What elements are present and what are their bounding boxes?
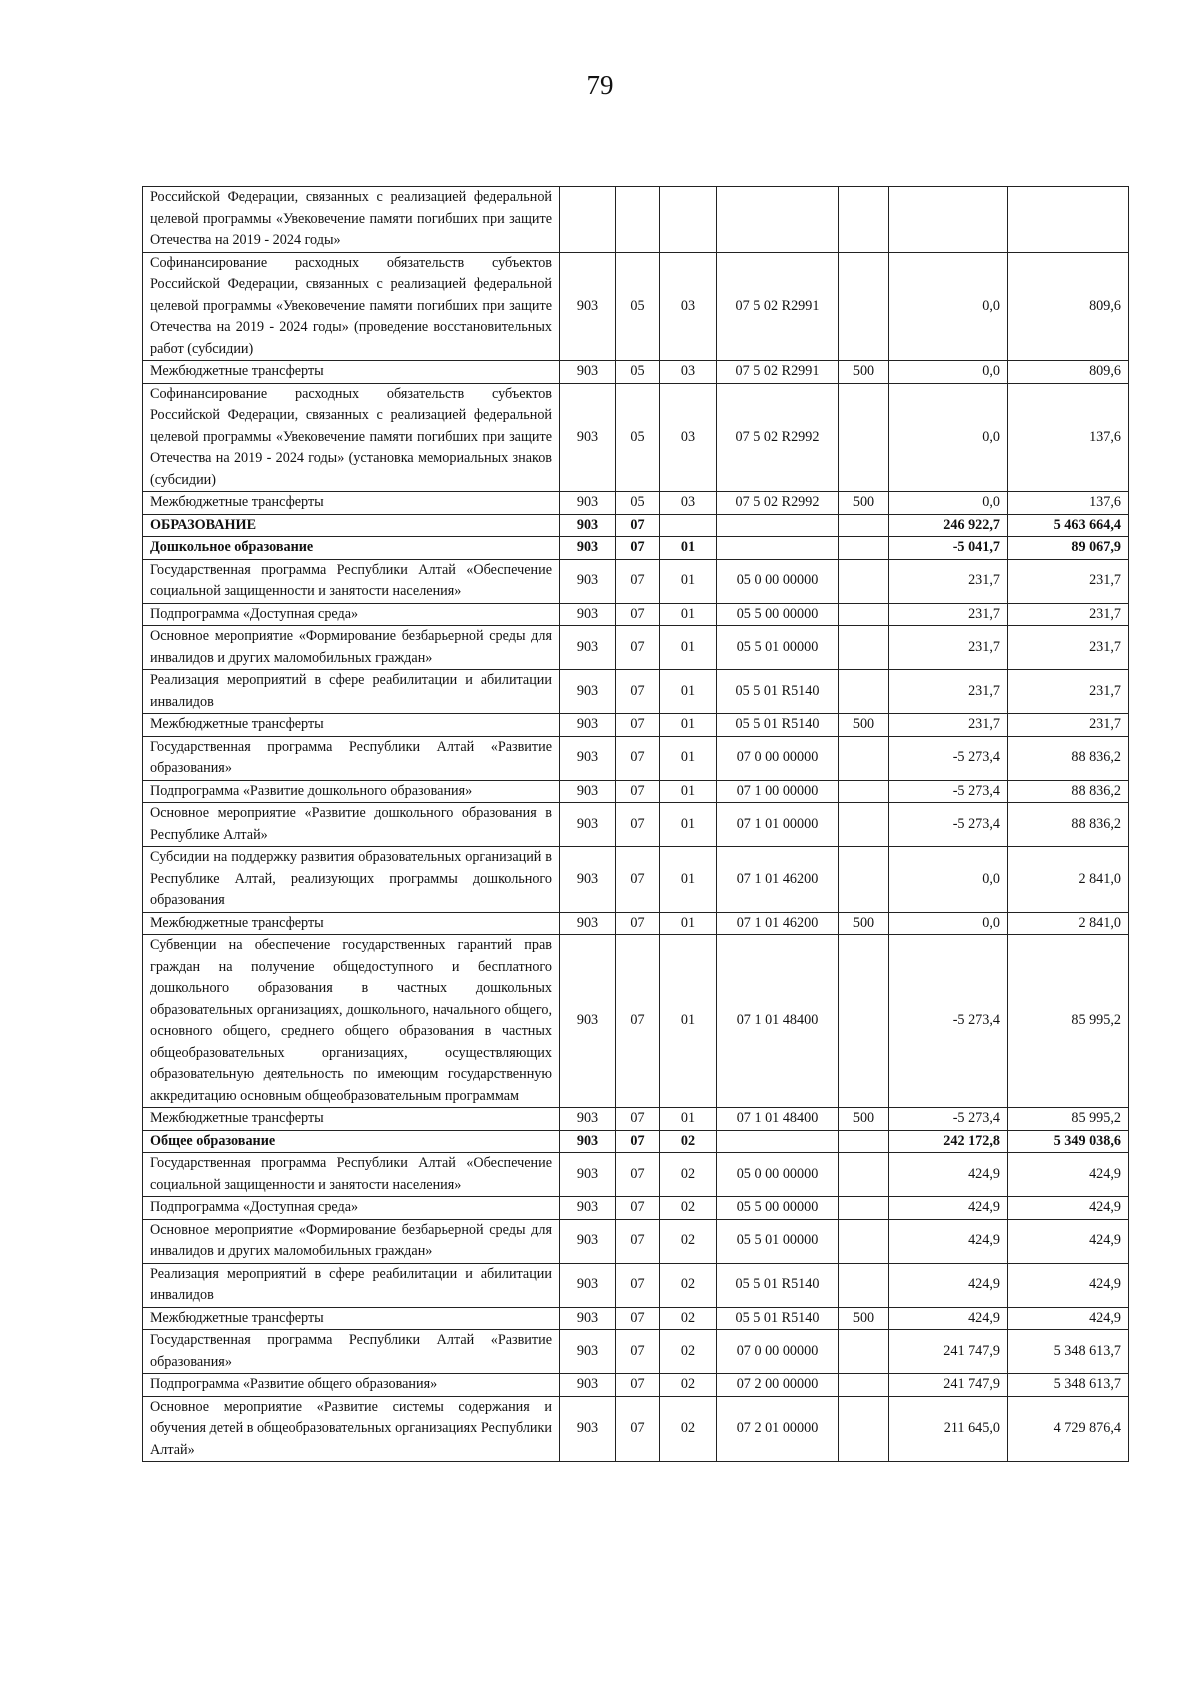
- cell-rz: 07: [616, 626, 660, 670]
- cell-amount-2: 2 841,0: [1008, 912, 1129, 935]
- cell-rz: 05: [616, 383, 660, 492]
- cell-csr: [717, 1130, 839, 1153]
- cell-rz: 07: [616, 537, 660, 560]
- cell-amount-2: 231,7: [1008, 714, 1129, 737]
- cell-amount-1: 231,7: [889, 626, 1008, 670]
- cell-rz: 07: [616, 1330, 660, 1374]
- cell-pr: 01: [660, 780, 717, 803]
- cell-name: Межбюджетные трансферты: [143, 492, 560, 515]
- cell-csr: 07 1 01 46200: [717, 847, 839, 913]
- table-row: [143, 1374, 1129, 1397]
- cell-ved: 903: [560, 252, 616, 361]
- cell-name: Основное мероприятие «Формирование безбарьерной среды для инвалидов и других маломобильных граждан»: [143, 626, 560, 670]
- cell-ved: 903: [560, 1330, 616, 1374]
- cell-ved: 903: [560, 1153, 616, 1197]
- cell-name: Субсидии на поддержку развития образовательных организаций в Республике Алтай, реализующих программы дошкольного образования: [143, 847, 560, 913]
- cell-name: Основное мероприятие «Развитие дошкольного образования в Республике Алтай»: [143, 803, 560, 847]
- cell-pr: 02: [660, 1130, 717, 1153]
- cell-name: Подпрограмма «Развитие дошкольного образования»: [143, 780, 560, 803]
- cell-rz: 07: [616, 1130, 660, 1153]
- cell-amount-1: 0,0: [889, 492, 1008, 515]
- cell-vr: 500: [839, 1307, 889, 1330]
- cell-name: Межбюджетные трансферты: [143, 912, 560, 935]
- cell-amount-2: 5 348 613,7: [1008, 1330, 1129, 1374]
- cell-csr: 05 5 01 R5140: [717, 1307, 839, 1330]
- cell-ved: 903: [560, 492, 616, 515]
- cell-rz: 07: [616, 780, 660, 803]
- cell-rz: 07: [616, 803, 660, 847]
- cell-name: Общее образование: [143, 1130, 560, 1153]
- cell-amount-1: 231,7: [889, 559, 1008, 603]
- cell-csr: 05 5 00 00000: [717, 1197, 839, 1220]
- cell-vr: [839, 1219, 889, 1263]
- cell-pr: 01: [660, 803, 717, 847]
- table-row: [143, 187, 1129, 253]
- cell-ved: 903: [560, 1374, 616, 1397]
- cell-csr: 07 1 01 46200: [717, 912, 839, 935]
- cell-amount-1: 424,9: [889, 1263, 1008, 1307]
- table-row: [143, 603, 1129, 626]
- table-body: [143, 187, 1129, 1462]
- cell-amount-2: 5 349 038,6: [1008, 1130, 1129, 1153]
- cell-rz: 07: [616, 1197, 660, 1220]
- cell-rz: 07: [616, 670, 660, 714]
- table-row: [143, 626, 1129, 670]
- cell-amount-2: 89 067,9: [1008, 537, 1129, 560]
- cell-amount-1: 0,0: [889, 847, 1008, 913]
- cell-csr: 05 5 01 R5140: [717, 670, 839, 714]
- cell-pr: 03: [660, 383, 717, 492]
- cell-amount-2: 809,6: [1008, 252, 1129, 361]
- cell-vr: 500: [839, 492, 889, 515]
- cell-vr: [839, 847, 889, 913]
- cell-amount-1: -5 273,4: [889, 935, 1008, 1108]
- cell-ved: 903: [560, 1108, 616, 1131]
- cell-vr: [839, 780, 889, 803]
- cell-rz: 07: [616, 1263, 660, 1307]
- cell-name: Субвенции на обеспечение государственных гарантий прав граждан на получение общедоступного и бесплатного дошкольного образования в частных дошкольных образовательных организациях, дошкольного, начального общего, основного общего, среднего общего образования в частных общеобразовательных организациях, осуществляющих образовательную деятельность по имеющим государственную аккредитацию основным общеобразовательным программам: [143, 935, 560, 1108]
- table-row: [143, 1307, 1129, 1330]
- cell-name: Государственная программа Республики Алтай «Обеспечение социальной защищенности и занятости населения»: [143, 1153, 560, 1197]
- cell-amount-2: 5 463 664,4: [1008, 514, 1129, 537]
- cell-rz: 05: [616, 361, 660, 384]
- cell-name: Подпрограмма «Развитие общего образования»: [143, 1374, 560, 1397]
- cell-amount-1: 231,7: [889, 714, 1008, 737]
- cell-pr: 03: [660, 492, 717, 515]
- cell-pr: 02: [660, 1263, 717, 1307]
- cell-name: Подпрограмма «Доступная среда»: [143, 1197, 560, 1220]
- cell-amount-2: 809,6: [1008, 361, 1129, 384]
- cell-vr: [839, 1263, 889, 1307]
- cell-pr: 02: [660, 1219, 717, 1263]
- table-row: [143, 1108, 1129, 1131]
- cell-pr: 02: [660, 1374, 717, 1397]
- cell-amount-2: 85 995,2: [1008, 1108, 1129, 1131]
- table-row: [143, 1263, 1129, 1307]
- cell-ved: 903: [560, 1263, 616, 1307]
- cell-ved: 903: [560, 1307, 616, 1330]
- cell-amount-2: 424,9: [1008, 1197, 1129, 1220]
- cell-csr: [717, 537, 839, 560]
- cell-amount-1: -5 273,4: [889, 736, 1008, 780]
- cell-pr: 01: [660, 559, 717, 603]
- cell-rz: 07: [616, 603, 660, 626]
- cell-pr: 01: [660, 847, 717, 913]
- cell-rz: 07: [616, 1153, 660, 1197]
- cell-pr: 03: [660, 252, 717, 361]
- cell-amount-1: 0,0: [889, 252, 1008, 361]
- table-row: [143, 803, 1129, 847]
- table-row: [143, 1396, 1129, 1462]
- cell-ved: 903: [560, 537, 616, 560]
- cell-pr: 01: [660, 626, 717, 670]
- cell-csr: [717, 514, 839, 537]
- cell-ved: 903: [560, 514, 616, 537]
- cell-vr: [839, 670, 889, 714]
- table-row: [143, 847, 1129, 913]
- cell-rz: 07: [616, 714, 660, 737]
- cell-csr: [717, 187, 839, 253]
- cell-vr: 500: [839, 912, 889, 935]
- cell-amount-1: 241 747,9: [889, 1374, 1008, 1397]
- cell-amount-1: 242 172,8: [889, 1130, 1008, 1153]
- table-row: [143, 559, 1129, 603]
- cell-vr: [839, 1130, 889, 1153]
- cell-ved: 903: [560, 361, 616, 384]
- cell-csr: 07 5 02 R2992: [717, 383, 839, 492]
- cell-name: Реализация мероприятий в сфере реабилитации и абилитации инвалидов: [143, 670, 560, 714]
- cell-ved: 903: [560, 847, 616, 913]
- cell-amount-1: 424,9: [889, 1197, 1008, 1220]
- cell-csr: 07 0 00 00000: [717, 1330, 839, 1374]
- cell-ved: 903: [560, 1197, 616, 1220]
- cell-amount-1: -5 273,4: [889, 780, 1008, 803]
- table-row: [143, 1330, 1129, 1374]
- cell-pr: 01: [660, 670, 717, 714]
- cell-amount-2: 137,6: [1008, 492, 1129, 515]
- cell-amount-2: 424,9: [1008, 1307, 1129, 1330]
- cell-amount-2: 424,9: [1008, 1263, 1129, 1307]
- table-row: [143, 537, 1129, 560]
- cell-ved: 903: [560, 1219, 616, 1263]
- cell-vr: [839, 603, 889, 626]
- table-row: [143, 780, 1129, 803]
- cell-amount-2: 231,7: [1008, 603, 1129, 626]
- table-row: [143, 670, 1129, 714]
- cell-rz: 07: [616, 1396, 660, 1462]
- cell-amount-1: -5 273,4: [889, 1108, 1008, 1131]
- cell-rz: 07: [616, 514, 660, 537]
- cell-amount-2: 88 836,2: [1008, 780, 1129, 803]
- cell-rz: 07: [616, 1108, 660, 1131]
- cell-vr: [839, 1374, 889, 1397]
- cell-csr: 07 5 02 R2991: [717, 361, 839, 384]
- cell-rz: 07: [616, 559, 660, 603]
- cell-csr: 05 5 01 00000: [717, 626, 839, 670]
- cell-rz: 07: [616, 912, 660, 935]
- cell-name: Дошкольное образование: [143, 537, 560, 560]
- table-row: [143, 912, 1129, 935]
- cell-pr: 01: [660, 714, 717, 737]
- cell-csr: 07 1 01 00000: [717, 803, 839, 847]
- cell-ved: 903: [560, 559, 616, 603]
- cell-vr: [839, 1197, 889, 1220]
- cell-pr: 01: [660, 736, 717, 780]
- cell-vr: [839, 1153, 889, 1197]
- cell-name: Межбюджетные трансферты: [143, 1108, 560, 1131]
- cell-pr: 01: [660, 603, 717, 626]
- table-row: [143, 514, 1129, 537]
- cell-amount-2: 231,7: [1008, 670, 1129, 714]
- cell-ved: 903: [560, 935, 616, 1108]
- cell-pr: 03: [660, 361, 717, 384]
- cell-rz: 05: [616, 252, 660, 361]
- cell-rz: 07: [616, 935, 660, 1108]
- table-row: [143, 1130, 1129, 1153]
- cell-vr: [839, 514, 889, 537]
- cell-csr: 07 5 02 R2992: [717, 492, 839, 515]
- cell-rz: 07: [616, 847, 660, 913]
- cell-csr: 05 5 01 00000: [717, 1219, 839, 1263]
- cell-pr: 02: [660, 1307, 717, 1330]
- cell-name: Софинансирование расходных обязательств субъектов Российской Федерации, связанных с реализацией федеральной целевой программы «Увековечение памяти погибших при защите Отечества на 2019 - 2024 годы» (установка мемориальных знаков (субсидии): [143, 383, 560, 492]
- cell-vr: [839, 1396, 889, 1462]
- cell-amount-1: 246 922,7: [889, 514, 1008, 537]
- cell-vr: 500: [839, 1108, 889, 1131]
- cell-csr: 05 5 01 R5140: [717, 714, 839, 737]
- cell-ved: 903: [560, 383, 616, 492]
- cell-name: Основное мероприятие «Развитие системы содержания и обучения детей в общеобразовательных организациях Республики Алтай»: [143, 1396, 560, 1462]
- cell-amount-1: [889, 187, 1008, 253]
- cell-amount-1: 0,0: [889, 361, 1008, 384]
- budget-table: [142, 186, 1129, 1462]
- cell-pr: [660, 514, 717, 537]
- cell-vr: [839, 383, 889, 492]
- cell-amount-2: 4 729 876,4: [1008, 1396, 1129, 1462]
- cell-amount-1: 0,0: [889, 912, 1008, 935]
- cell-name: Подпрограмма «Доступная среда»: [143, 603, 560, 626]
- cell-vr: [839, 803, 889, 847]
- cell-amount-1: 231,7: [889, 670, 1008, 714]
- cell-amount-1: -5 273,4: [889, 803, 1008, 847]
- cell-amount-2: [1008, 187, 1129, 253]
- cell-amount-1: 241 747,9: [889, 1330, 1008, 1374]
- cell-amount-2: 88 836,2: [1008, 736, 1129, 780]
- cell-name: Межбюджетные трансферты: [143, 361, 560, 384]
- cell-vr: [839, 559, 889, 603]
- cell-ved: 903: [560, 603, 616, 626]
- cell-pr: 02: [660, 1153, 717, 1197]
- cell-ved: 903: [560, 670, 616, 714]
- cell-csr: 07 1 01 48400: [717, 1108, 839, 1131]
- cell-csr: 05 0 00 00000: [717, 559, 839, 603]
- cell-pr: 02: [660, 1197, 717, 1220]
- table-row: [143, 1197, 1129, 1220]
- cell-amount-1: 0,0: [889, 383, 1008, 492]
- cell-name: Межбюджетные трансферты: [143, 1307, 560, 1330]
- page-number: 79: [586, 70, 614, 100]
- cell-vr: [839, 935, 889, 1108]
- cell-pr: 01: [660, 935, 717, 1108]
- table-row: [143, 736, 1129, 780]
- cell-name: Государственная программа Республики Алтай «Развитие образования»: [143, 736, 560, 780]
- cell-csr: 05 0 00 00000: [717, 1153, 839, 1197]
- table-row: [143, 1219, 1129, 1263]
- cell-vr: [839, 626, 889, 670]
- cell-amount-2: 137,6: [1008, 383, 1129, 492]
- cell-amount-1: 231,7: [889, 603, 1008, 626]
- cell-pr: 01: [660, 912, 717, 935]
- cell-amount-2: 85 995,2: [1008, 935, 1129, 1108]
- cell-ved: 903: [560, 780, 616, 803]
- table-row: [143, 361, 1129, 384]
- cell-ved: 903: [560, 736, 616, 780]
- cell-amount-1: 424,9: [889, 1307, 1008, 1330]
- table-row: [143, 935, 1129, 1108]
- cell-amount-1: -5 041,7: [889, 537, 1008, 560]
- cell-amount-2: 231,7: [1008, 559, 1129, 603]
- cell-amount-2: 424,9: [1008, 1219, 1129, 1263]
- cell-ved: 903: [560, 1396, 616, 1462]
- cell-pr: 02: [660, 1396, 717, 1462]
- cell-name: Межбюджетные трансферты: [143, 714, 560, 737]
- cell-name: Государственная программа Республики Алтай «Развитие образования»: [143, 1330, 560, 1374]
- table-row: [143, 383, 1129, 492]
- cell-name: Российской Федерации, связанных с реализацией федеральной целевой программы «Увековечение памяти погибших при защите Отечества на 2019 - 2024 годы»: [143, 187, 560, 253]
- cell-rz: 07: [616, 1374, 660, 1397]
- cell-name: Софинансирование расходных обязательств субъектов Российской Федерации, связанных с реализацией федеральной целевой программы «Увековечение памяти погибших при защите Отечества на 2019 - 2024 годы» (проведение восстановительных работ (субсидии): [143, 252, 560, 361]
- cell-vr: [839, 252, 889, 361]
- cell-pr: [660, 187, 717, 253]
- cell-ved: 903: [560, 912, 616, 935]
- table-row: [143, 714, 1129, 737]
- cell-amount-1: 424,9: [889, 1153, 1008, 1197]
- cell-amount-2: 5 348 613,7: [1008, 1374, 1129, 1397]
- cell-csr: 07 1 00 00000: [717, 780, 839, 803]
- cell-ved: 903: [560, 1130, 616, 1153]
- cell-name: ОБРАЗОВАНИЕ: [143, 514, 560, 537]
- cell-pr: 02: [660, 1330, 717, 1374]
- table-row: [143, 492, 1129, 515]
- cell-vr: [839, 537, 889, 560]
- cell-amount-2: 2 841,0: [1008, 847, 1129, 913]
- cell-vr: [839, 187, 889, 253]
- cell-rz: 07: [616, 1307, 660, 1330]
- cell-rz: 07: [616, 736, 660, 780]
- cell-name: Государственная программа Республики Алтай «Обеспечение социальной защищенности и занятости населения»: [143, 559, 560, 603]
- cell-csr: 05 5 00 00000: [717, 603, 839, 626]
- cell-ved: 903: [560, 803, 616, 847]
- cell-rz: 05: [616, 492, 660, 515]
- cell-amount-2: 88 836,2: [1008, 803, 1129, 847]
- cell-amount-2: 424,9: [1008, 1153, 1129, 1197]
- cell-amount-1: 424,9: [889, 1219, 1008, 1263]
- cell-rz: [616, 187, 660, 253]
- cell-ved: 903: [560, 626, 616, 670]
- cell-ved: 903: [560, 714, 616, 737]
- cell-vr: 500: [839, 714, 889, 737]
- cell-vr: [839, 736, 889, 780]
- cell-csr: 07 2 00 00000: [717, 1374, 839, 1397]
- cell-amount-1: 211 645,0: [889, 1396, 1008, 1462]
- cell-vr: [839, 1330, 889, 1374]
- cell-pr: 01: [660, 537, 717, 560]
- cell-csr: 07 0 00 00000: [717, 736, 839, 780]
- cell-pr: 01: [660, 1108, 717, 1131]
- cell-csr: 07 5 02 R2991: [717, 252, 839, 361]
- table-row: [143, 252, 1129, 361]
- cell-amount-2: 231,7: [1008, 626, 1129, 670]
- cell-csr: 05 5 01 R5140: [717, 1263, 839, 1307]
- cell-csr: 07 2 01 00000: [717, 1396, 839, 1462]
- cell-name: Реализация мероприятий в сфере реабилитации и абилитации инвалидов: [143, 1263, 560, 1307]
- table-row: [143, 1153, 1129, 1197]
- cell-ved: [560, 187, 616, 253]
- cell-vr: 500: [839, 361, 889, 384]
- cell-csr: 07 1 01 48400: [717, 935, 839, 1108]
- cell-rz: 07: [616, 1219, 660, 1263]
- cell-name: Основное мероприятие «Формирование безбарьерной среды для инвалидов и других маломобильных граждан»: [143, 1219, 560, 1263]
